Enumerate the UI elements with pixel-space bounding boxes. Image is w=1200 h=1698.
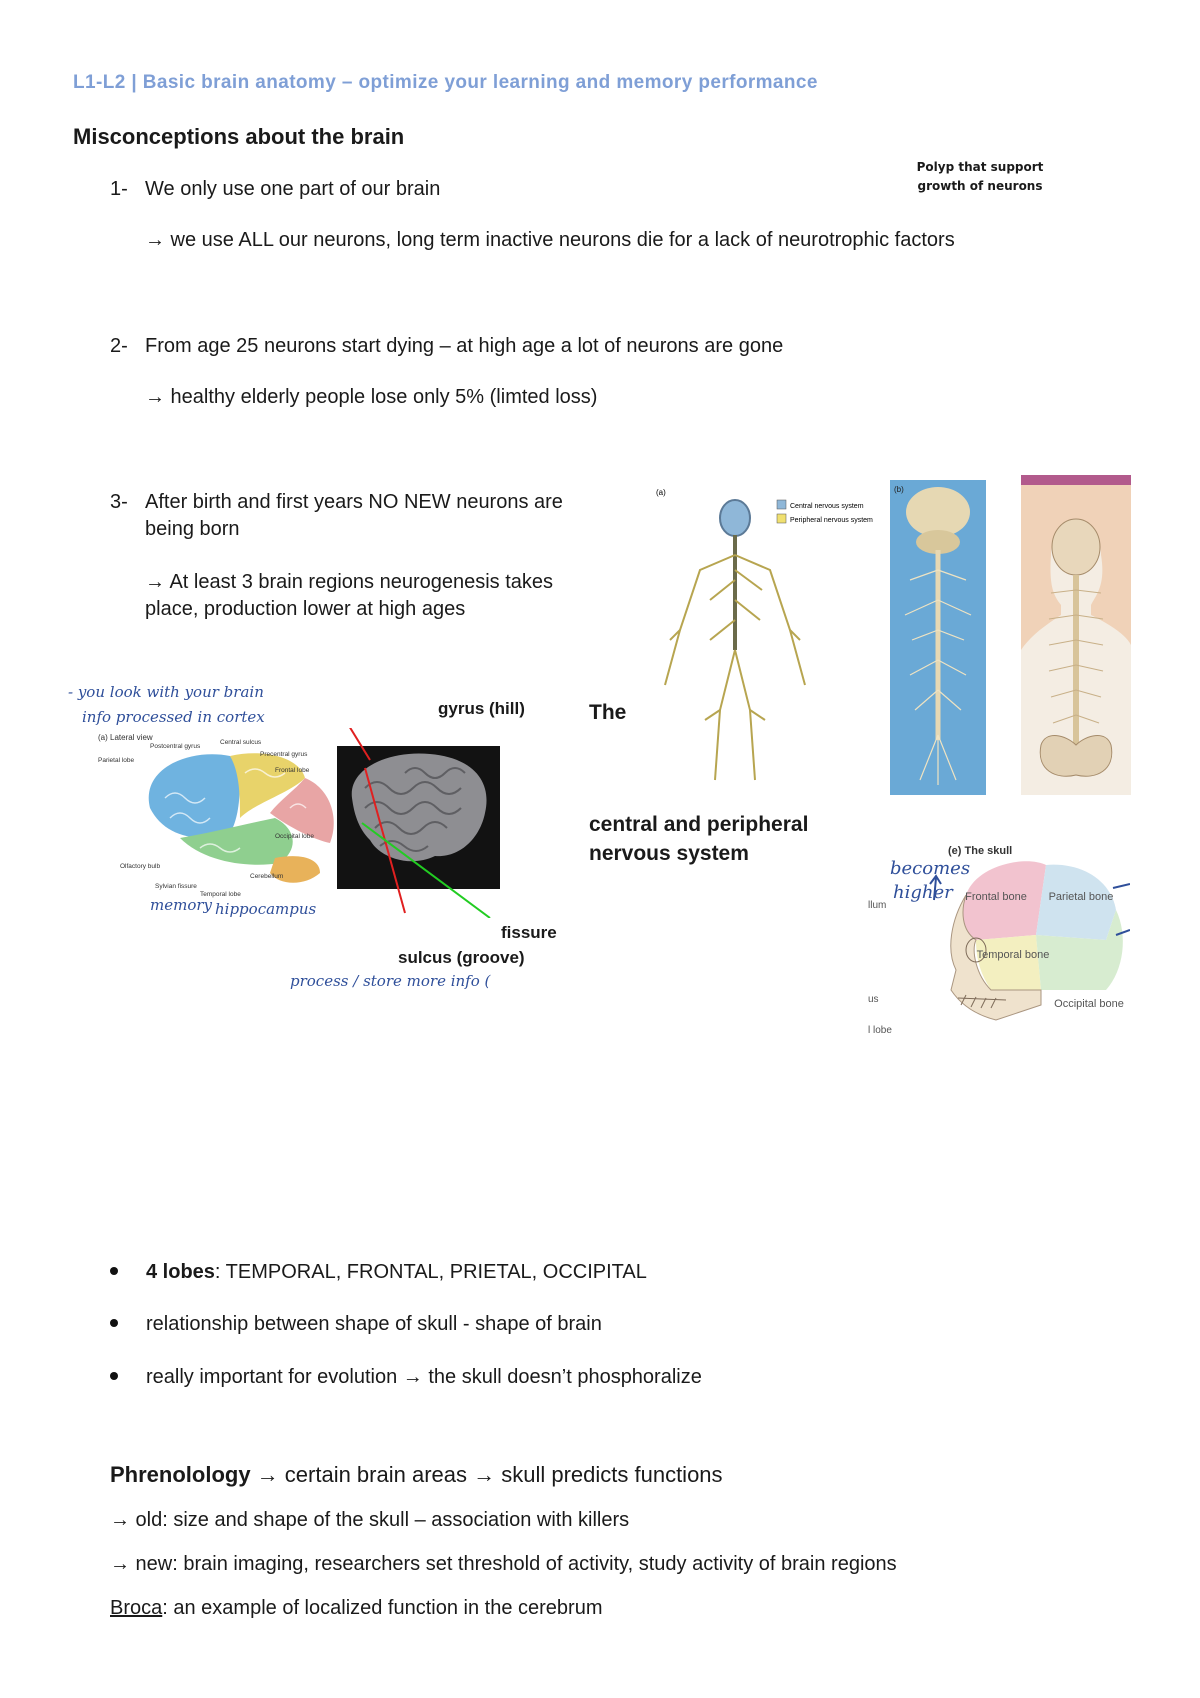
bullet-skull-shape-text: relationship between shape of skull - shape of brain <box>146 1313 602 1335</box>
label-olfactory-bulb: Olfactory bulb <box>120 863 161 870</box>
document-title: L1-L2 | Basic brain anatomy – optimize your learning and memory performance <box>73 72 818 93</box>
cut-label-2: us <box>868 994 879 1005</box>
frontal-bone-label: Frontal bone <box>965 891 1027 903</box>
side-note-line-2: growth of neurons <box>917 179 1043 193</box>
label-precentral-gyrus: Precentral gyrus <box>260 751 308 758</box>
phrenology-definition: → certain brain areas → skull predicts functions <box>250 1462 723 1487</box>
misconception-3-answer-line-1: → At least 3 brain regions neurogenesis takes <box>145 571 554 593</box>
broca-description: : an example of localized function in the cerebrum <box>162 1597 603 1619</box>
bullet-4-lobes-text: : TEMPORAL, FRONTAL, PRIETAL, OCCIPITAL <box>214 1261 647 1283</box>
brain-spinal-cord-figure <box>890 480 986 795</box>
temporal-bone-label: Temporal bone <box>976 949 1050 961</box>
label-temporal-lobe: Temporal lobe <box>200 891 241 898</box>
legend-pns-swatch <box>777 514 786 523</box>
label-sylvian-fissure: Sylvian fissure <box>155 883 197 890</box>
label-central-sulcus: Central sulcus <box>220 739 262 746</box>
occipital-bone-label: Occipital bone <box>1054 998 1124 1010</box>
bullet-4-lobes <box>110 1261 647 1284</box>
fissure-label: fissure <box>501 923 557 942</box>
brain-lateral-view-figure <box>80 728 510 918</box>
sulcus-label: sulcus (groove) <box>398 948 525 967</box>
handwritten-note-top-1: - you look with your brain <box>68 683 264 701</box>
handwritten-skull-note-1: becomes <box>890 858 971 879</box>
cut-label-3: l lobe <box>868 1025 892 1036</box>
nervous-system-caption-the: The <box>589 701 627 724</box>
misconception-3-claim-line-2: being born <box>145 518 240 540</box>
legend-pns-text: Peripheral nervous system <box>790 517 873 524</box>
bullet-dot <box>110 1372 118 1380</box>
nervous-system-caption-line-1: central and peripheral <box>589 813 809 836</box>
spinal-nerves-figure <box>1021 475 1131 795</box>
parietal-bone-label: Parietal bone <box>1048 891 1114 903</box>
broca-link[interactable]: Broca <box>110 1597 163 1619</box>
cut-label-1: llum <box>868 900 887 911</box>
nervous-system-caption-line-2: nervous system <box>589 842 749 865</box>
bullet-skull-shape <box>110 1313 602 1336</box>
handwritten-skull-note-2: higher <box>893 882 953 903</box>
misconception-1-claim: We only use one part of our brain <box>145 178 441 200</box>
legend-cns-text: Central nervous system <box>790 503 864 510</box>
phrenology-new: → new: brain imaging, researchers set threshold of activity, study activity of brain regions <box>110 1553 897 1575</box>
legend-cns-swatch <box>777 500 786 509</box>
label-postcentral-gyrus: Postcentral gyrus <box>150 743 201 750</box>
phrenology-old: → old: size and shape of the skull – association with killers <box>110 1509 630 1531</box>
bullet-dot <box>110 1319 118 1327</box>
bullet-dot <box>110 1267 118 1275</box>
label-cerebellum: Cerebellum <box>250 873 284 880</box>
misconception-1-answer: → we use ALL our neurons, long term inactive neurons die for a lack of neurotrophic factors <box>145 229 955 251</box>
bullet-evolution-text: really important for evolution → the skull doesn’t phosphoralize <box>146 1366 702 1388</box>
handwritten-note-bottom: process / store more info ( <box>290 972 491 990</box>
label-parietal-lobe: Parietal lobe <box>98 757 135 764</box>
section-heading: Misconceptions about the brain <box>73 124 405 149</box>
panel-b-label: (b) <box>894 485 904 494</box>
gyrus-label: gyrus (hill) <box>438 699 525 718</box>
peripheral-nervous-system-figure <box>650 480 890 795</box>
skull-title: (e) The skull <box>948 845 1013 857</box>
bullet-4-lobes-bold: 4 lobes <box>146 1261 215 1283</box>
misconception-3-claim-line-1: After birth and first years NO NEW neurons are <box>145 491 563 513</box>
misconception-2-number: 2- <box>110 335 128 357</box>
panel-a-label: (a) <box>656 488 666 497</box>
misconception-1-number: 1- <box>110 178 128 200</box>
misconception-2-claim: From age 25 neurons start dying – at high age a lot of neurons are gone <box>145 335 784 357</box>
label-occipital-lobe: Occipital lobe <box>275 833 315 840</box>
misconception-3-number: 3- <box>110 491 128 513</box>
misconception-3-answer-line-2: place, production lower at high ages <box>145 598 466 620</box>
spinal-brain-shape <box>906 487 970 537</box>
side-note-line-1: Polyp that support <box>916 160 1044 174</box>
bullet-evolution <box>110 1366 702 1389</box>
phrenology-term: Phrenolology <box>110 1462 251 1487</box>
label-frontal-lobe: Frontal lobe <box>275 767 310 774</box>
brain-view-label: (a) Lateral view <box>98 733 153 742</box>
handwritten-note-left: memory <box>150 896 212 914</box>
phrenology-line <box>110 1462 723 1488</box>
broca-line <box>110 1597 603 1620</box>
side-note <box>900 158 1060 196</box>
handwritten-note-right: hippocampus <box>215 900 317 918</box>
handwritten-note-top-2: info processed in cortex <box>82 708 265 726</box>
misconception-2-answer: → healthy elderly people lose only 5% (limted loss) <box>145 386 598 408</box>
